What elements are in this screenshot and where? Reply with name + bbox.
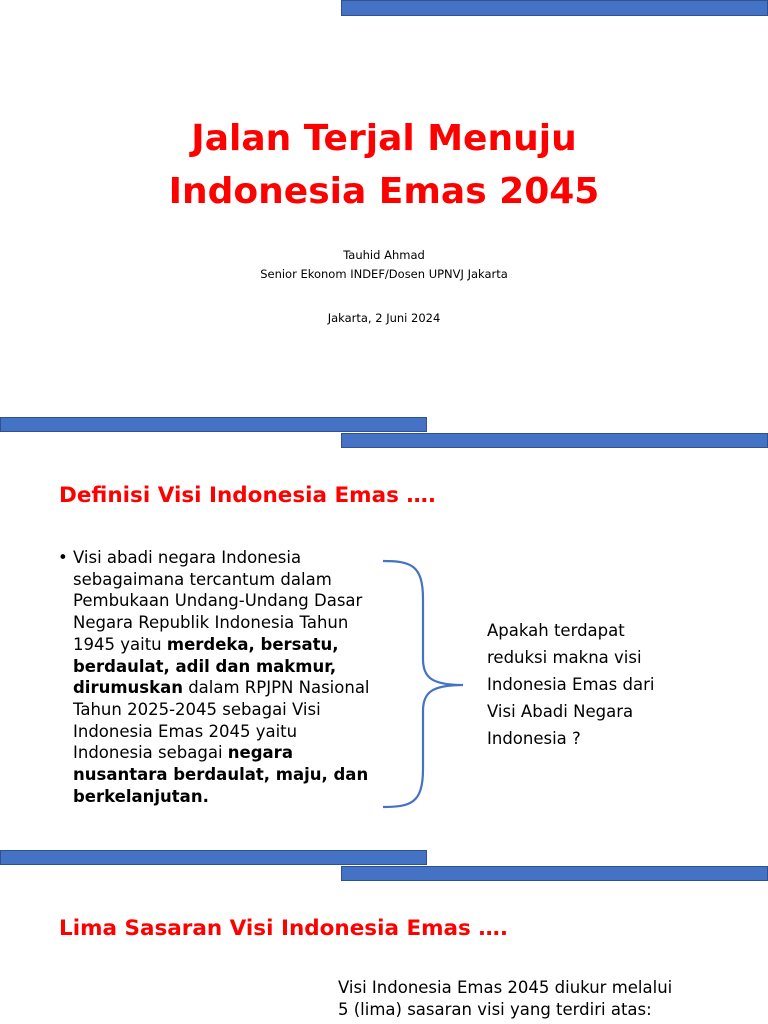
bullet-list-item bbox=[58, 547, 380, 807]
question-text bbox=[487, 617, 727, 752]
slide-title bbox=[0, 112, 768, 218]
slide2-bottom-bar bbox=[0, 850, 427, 865]
slide-heading: Definisi Visi Indonesia Emas …. bbox=[59, 483, 437, 508]
place-date: Jakarta, 2 Juni 2024 bbox=[327, 311, 441, 325]
bullet-text-bold: merdeka, bersatu, berdaulat, adil dan makmur, dirumuskan bbox=[73, 634, 339, 698]
author-name: Tauhid Ahmad bbox=[343, 248, 425, 262]
intro-text bbox=[338, 977, 738, 1020]
title-slide bbox=[0, 0, 768, 432]
bullet-text-part: Visi abadi negara Indonesia sebagaimana tercantum dalam Pembukaan Undang-Undang Dasar Negara Republik Indonesia Tahun 1945 yaitu bbox=[73, 548, 363, 654]
question-line: Indonesia Emas dari bbox=[487, 675, 655, 694]
bullet-text-bold: negara nusantara berdaulat, maju, dan berkelanjutan. bbox=[73, 743, 369, 806]
definition-slide bbox=[0, 433, 768, 851]
question-line: Visi Abadi Negara bbox=[487, 702, 634, 721]
right-curly-brace-icon bbox=[381, 559, 467, 809]
title-line: Jalan Terjal Menuju bbox=[191, 118, 577, 159]
question-line: reduksi makna visi bbox=[487, 648, 642, 667]
title-line: Indonesia Emas 2045 bbox=[168, 171, 600, 212]
bullet-text-part: dalam RPJPN Nasional Tahun 2025-2045 sebagai Visi Indonesia Emas 2045 yaitu Indonesia sebagai bbox=[73, 678, 370, 763]
targets-slide bbox=[0, 866, 768, 1024]
intro-line: Visi Indonesia Emas 2045 diukur melalui bbox=[338, 978, 673, 997]
bullet-marker: • bbox=[58, 548, 68, 567]
slide-heading: Lima Sasaran Visi Indonesia Emas …. bbox=[59, 916, 509, 941]
question-line: Apakah terdapat bbox=[487, 621, 625, 640]
bullet-text bbox=[73, 547, 380, 807]
question-line: Indonesia ? bbox=[487, 729, 581, 748]
author-role: Senior Ekonom INDEF/Dosen UPNVJ Jakarta bbox=[260, 267, 508, 281]
intro-line: 5 (lima) sasaran visi yang terdiri atas: bbox=[338, 999, 652, 1019]
